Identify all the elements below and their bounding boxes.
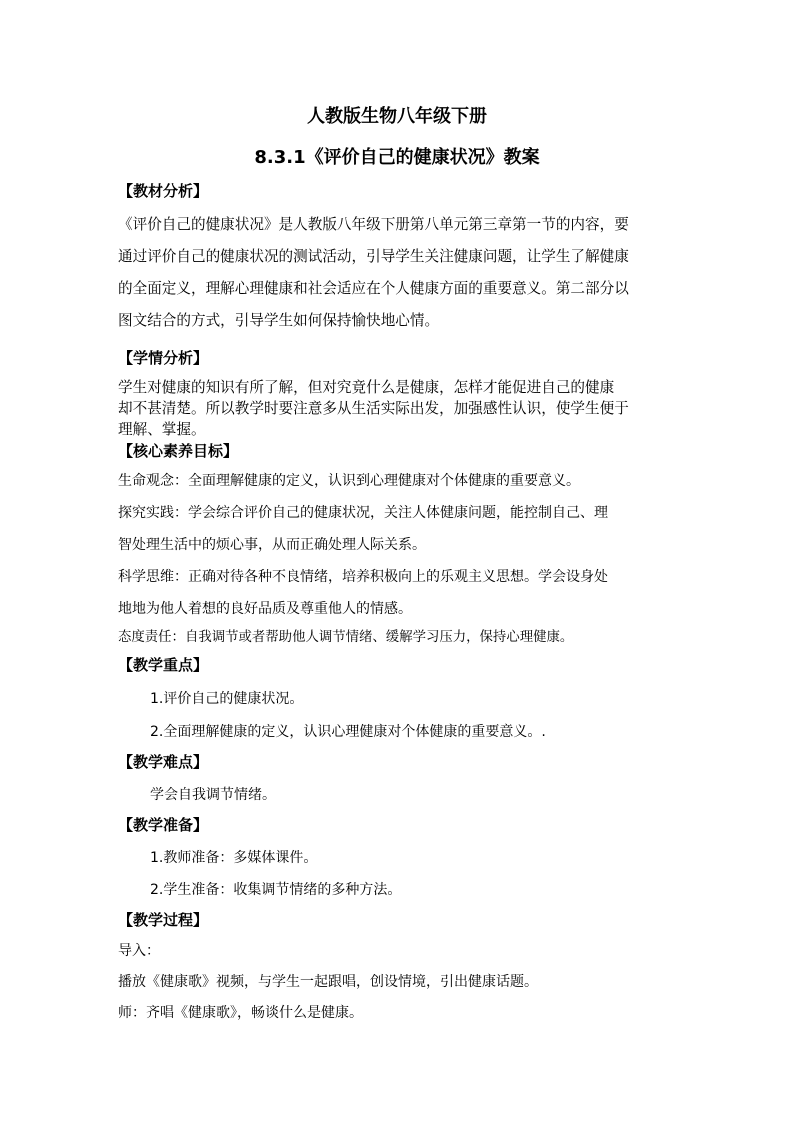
section-heading-core-goals: 【核心素养目标】 bbox=[118, 442, 239, 460]
paragraph-line: 生命观念：全面理解健康的定义，认识到心理健康对个体健康的重要意义。 bbox=[118, 473, 580, 489]
paragraph-line: 的全面定义，理解心理健康和社会适应在个人健康方面的重要意义。第二部分以 bbox=[118, 280, 629, 297]
paragraph-line: 导入： bbox=[118, 943, 160, 959]
list-item: 1.评价自己的健康状况。 bbox=[150, 691, 304, 707]
list-item: 2.全面理解健康的定义，认识心理健康对个体健康的重要意义。. bbox=[150, 724, 546, 740]
section-heading-student-analysis: 【学情分析】 bbox=[118, 349, 209, 367]
paragraph-line: 态度责任：自我调节或者帮助他人调节情绪、缓解学习压力，保持心理健康。 bbox=[118, 630, 574, 645]
paragraph-line: 学会自我调节情绪。 bbox=[150, 787, 276, 803]
paragraph-line: 却不甚清楚。所以教学时要注意多从生活实际出发，加强感性认识，使学生便于 bbox=[118, 400, 629, 417]
paragraph-line: 学生对健康的知识有所了解，但对究竟什么是健康，怎样才能促进自己的健康 bbox=[118, 379, 615, 396]
paragraph-line: 理解、掌握。 bbox=[118, 421, 206, 438]
section-heading-material-analysis: 【教材分析】 bbox=[118, 182, 209, 200]
paragraph-line: 师：齐唱《健康歌》，畅谈什么是健康。 bbox=[118, 1005, 363, 1021]
paragraph-line: 智处理生活中的烦心事，从而正确处理人际关系。 bbox=[118, 537, 426, 553]
paragraph-line: 科学思维：正确对待各种不良情绪，培养积极向上的乐观主义思想。学会设身处 bbox=[118, 569, 608, 585]
section-heading-difficulties: 【教学难点】 bbox=[118, 753, 209, 771]
paragraph-line: 探究实践：学会综合评价自己的健康状况，关注人体健康问题，能控制自己、理 bbox=[118, 505, 608, 521]
paragraph-line: 《评价自己的健康状况》是人教版八年级下册第八单元第三章第一节的内容，要 bbox=[118, 216, 629, 233]
section-heading-preparation: 【教学准备】 bbox=[118, 816, 209, 834]
document-subtitle: 8.3.1《评价自己的健康状况》教案 bbox=[254, 147, 540, 168]
paragraph-line: 地地为他人着想的良好品质及尊重他人的情感。 bbox=[118, 601, 412, 617]
paragraph-line: 图文结合的方式，引导学生如何保持愉快地心情。 bbox=[118, 312, 440, 329]
paragraph-line: 播放《健康歌》视频，与学生一起跟唱，创设情境，引出健康话题。 bbox=[118, 974, 538, 990]
list-item: 2.学生准备：收集调节情绪的多种方法。 bbox=[150, 882, 402, 898]
paragraph-line: 通过评价自己的健康状况的测试活动，引导学生关注健康问题，让学生了解健康 bbox=[118, 248, 629, 265]
section-heading-process: 【教学过程】 bbox=[118, 911, 209, 929]
list-item: 1.教师准备：多媒体课件。 bbox=[150, 850, 318, 866]
document-title: 人教版生物八年级下册 bbox=[307, 106, 487, 127]
section-heading-key-points: 【教学重点】 bbox=[118, 656, 209, 674]
